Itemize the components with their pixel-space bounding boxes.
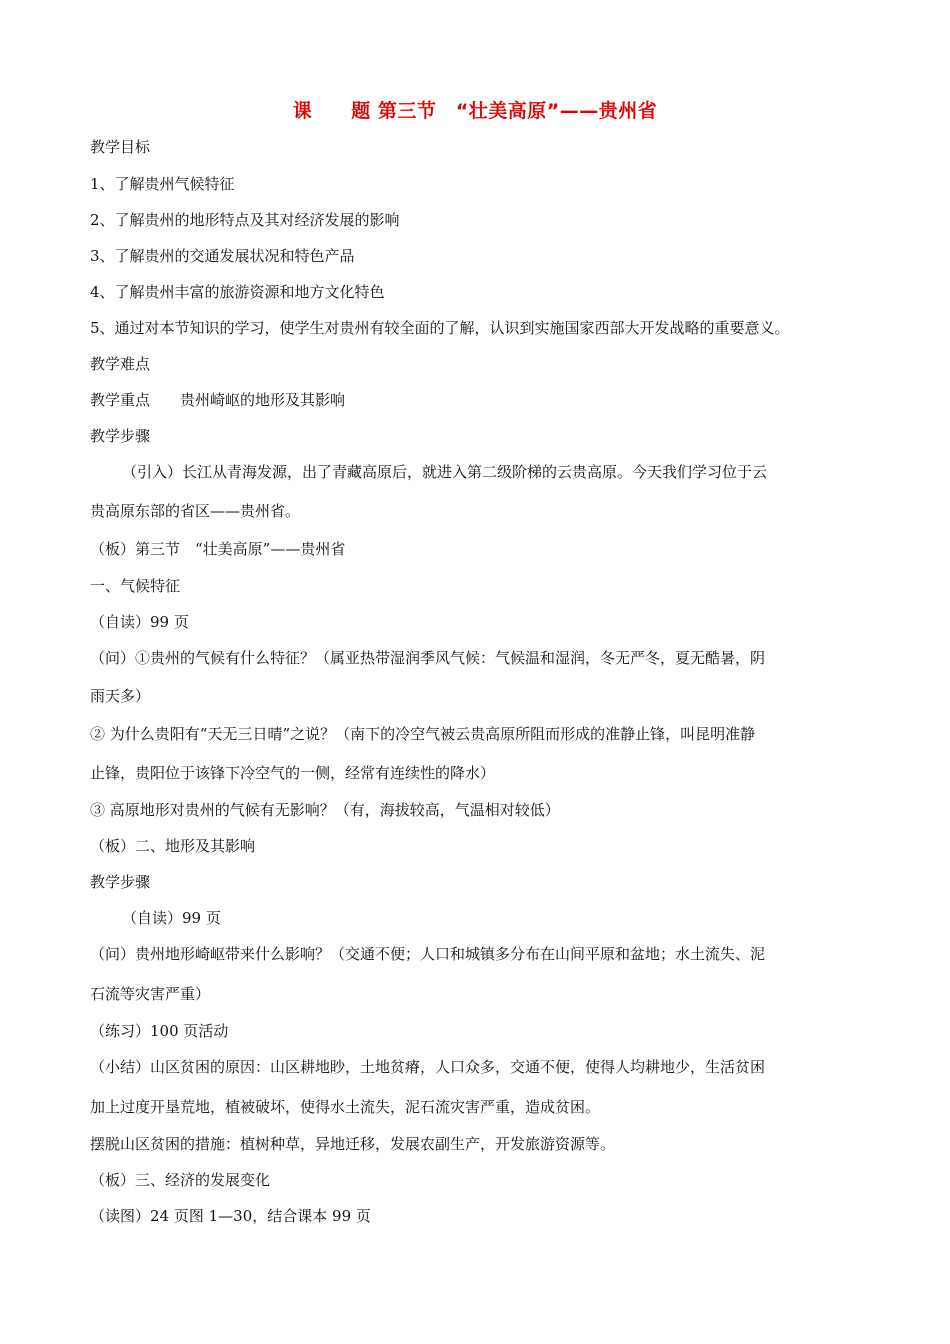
poverty-measures: 摆脱山区贫困的措施：植树种草，异地迁移，发展农副生产，开发旅游资源等。 — [90, 1135, 616, 1153]
terrain-question-line-1: （问）贵州地形崎岖带来什么影响？（交通不便；人口和城镇多分布在山间平原和盆地；水土流失、泥 — [90, 945, 766, 963]
summary-line-2: 加上过度开垦荒地，植被破坏，使得水土流失，泥石流灾害严重，造成贫困。 — [90, 1098, 601, 1116]
question-1-line-1: （问）①贵州的气候有什么特征？（属亚热带湿润季风气候：气候温和湿润，冬无严冬，夏无酷暑，阴 — [90, 649, 766, 667]
heading-teaching-goals: 教学目标 — [90, 138, 151, 156]
question-3: ③ 高原地形对贵州的气候有无影响？（有，海拔较高，气温相对较低） — [90, 801, 560, 819]
heading-teaching-difficulty: 教学难点 — [90, 355, 151, 373]
goal-item-2: 2、了解贵州的地形特点及其对经济发展的影响 — [90, 211, 400, 229]
heading-teaching-steps: 教学步骤 — [90, 427, 151, 445]
question-2-line-1: ② 为什么贵阳有“天无三日晴”之说？（南下的冷空气被云贵高原所阻而形成的准静止锋，叫昆明准静 — [90, 725, 756, 743]
board-section-title: （板）第三节 “壮美高原”——贵州省 — [90, 540, 346, 558]
lesson-title: 课 题 第三节 “壮美高原”——贵州省 — [292, 100, 658, 122]
heading-teaching-focus: 教学重点 贵州崎岖的地形及其影响 — [90, 391, 346, 409]
goal-item-1: 1、了解贵州气候特征 — [90, 175, 235, 193]
goal-item-5: 5、通过对本节知识的学习，使学生对贵州有较全面的了解，认识到实施国家西部大开发战略的重要意义。 — [90, 319, 790, 337]
intro-paragraph-line-1: （引入）长江从青海发源，出了青藏高原后，就进入第二级阶梯的云贵高原。今天我们学习位于云 — [122, 463, 768, 481]
heading-teaching-steps-2: 教学步骤 — [90, 873, 151, 891]
section-climate-heading: 一、气候特征 — [90, 577, 181, 595]
read-map-note: （读图）24 页图 1—30，结合课本 99 页 — [90, 1207, 371, 1225]
question-2-line-2: 止锋，贵阳位于该锋下冷空气的一侧，经常有连续性的降水） — [90, 764, 496, 782]
self-read-note-2: （自读）99 页 — [122, 909, 221, 927]
terrain-question-line-2: 石流等灾害严重） — [90, 985, 211, 1003]
self-read-note: （自读）99 页 — [90, 613, 189, 631]
goal-item-3: 3、了解贵州的交通发展状况和特色产品 — [90, 247, 355, 265]
board-economy-heading: （板）三、经济的发展变化 — [90, 1171, 271, 1189]
board-terrain-heading: （板）二、地形及其影响 — [90, 837, 256, 855]
question-1-line-2: 雨天多） — [90, 687, 151, 705]
intro-paragraph-line-2: 贵高原东部的省区——贵州省。 — [90, 502, 301, 520]
goal-item-4: 4、了解贵州丰富的旅游资源和地方文化特色 — [90, 283, 385, 301]
exercise-note: （练习）100 页活动 — [90, 1022, 229, 1040]
summary-line-1: （小结）山区贫困的原因：山区耕地眇，土地贫瘠，人口众多，交通不便，使得人均耕地少，生活贫困 — [90, 1058, 766, 1076]
